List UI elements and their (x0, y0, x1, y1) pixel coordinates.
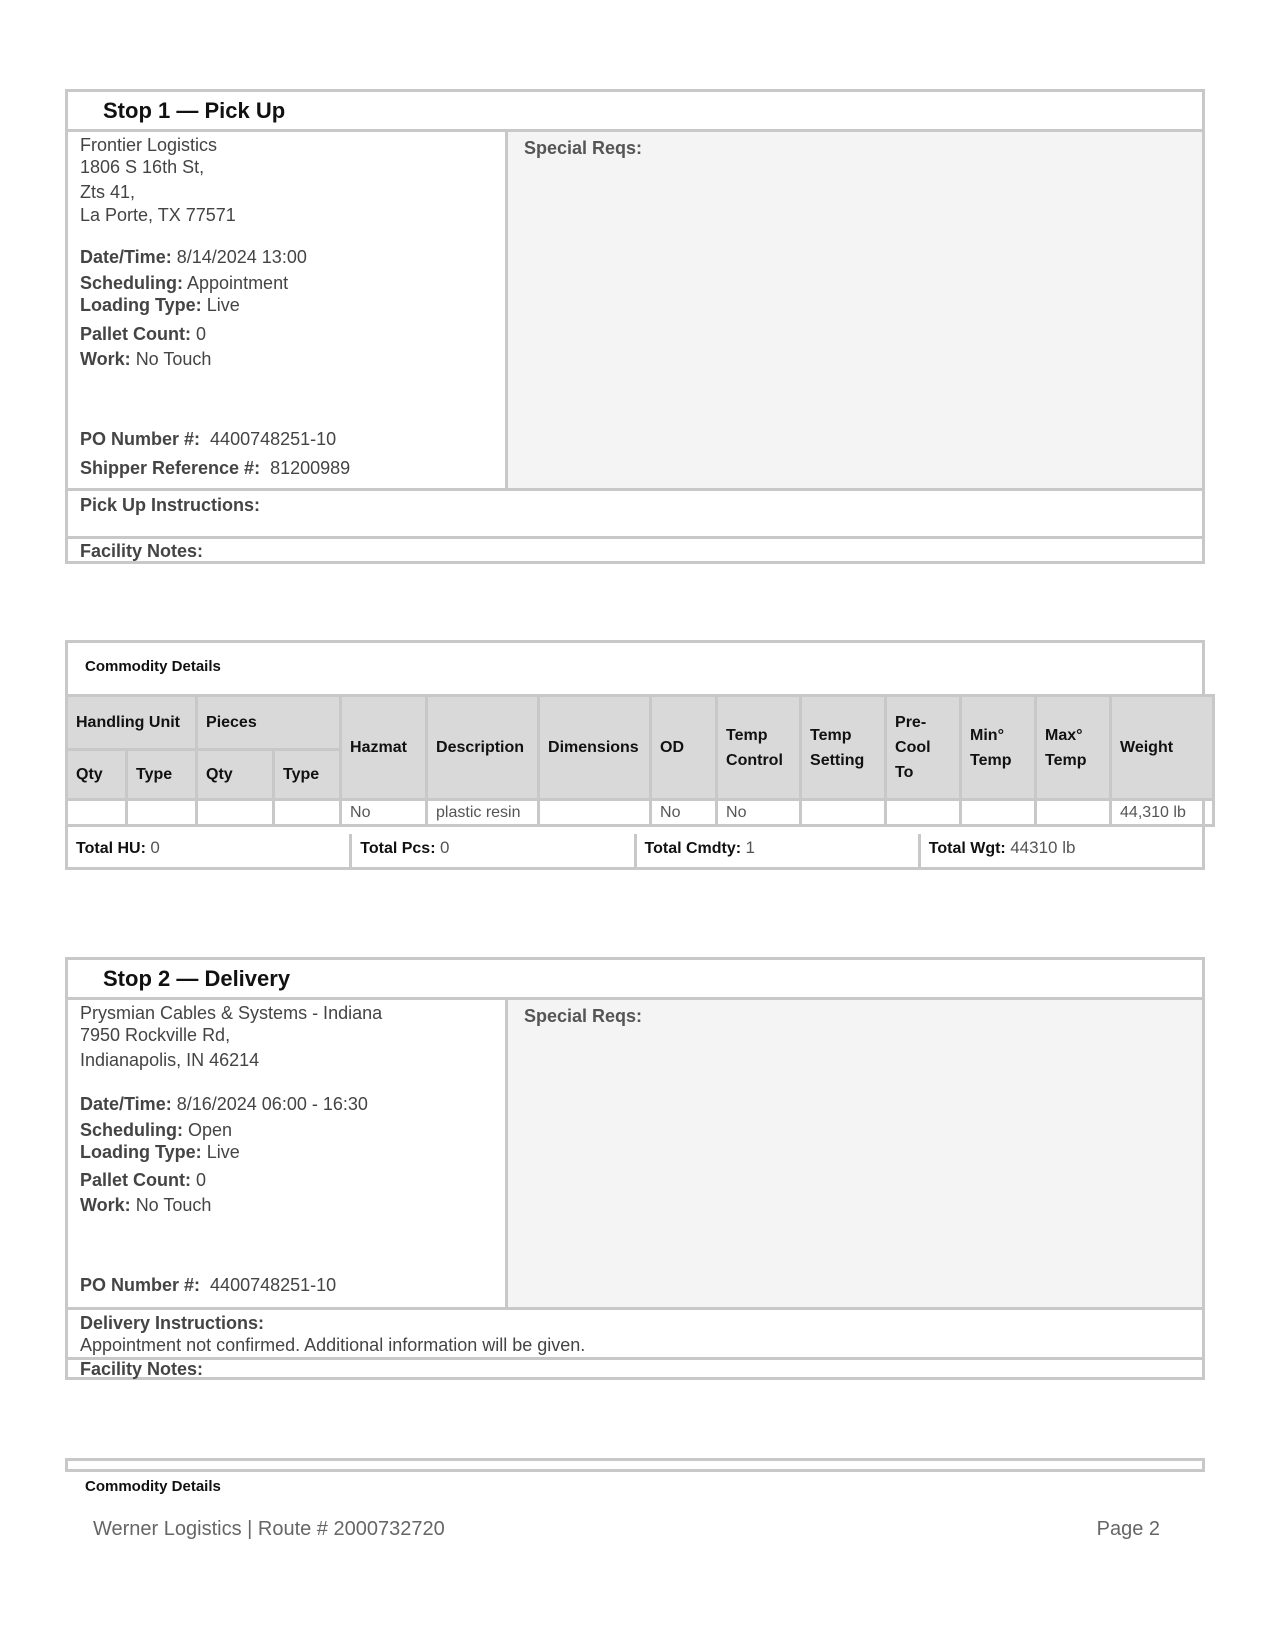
col-pc-qty: Qty (197, 750, 274, 800)
stop-2-address-line-3: Indianapolis, IN 46214 (80, 1050, 260, 1070)
cell-dimensions (539, 800, 651, 826)
stop-2-datetime: Date/Time: 8/16/2024 06:00 - 16:30 (80, 1094, 368, 1114)
cell-od: No (651, 800, 717, 826)
cell-description: plastic resin (427, 800, 539, 826)
stop-1-details (68, 132, 508, 488)
col-weight: Weight (1111, 696, 1214, 800)
stop-1-po-number: PO Number #: 4400748251-10 (80, 429, 337, 449)
commodity-details-panel-2 (65, 1458, 1205, 1472)
stop-1-address-line-4: La Porte, TX 77571 (80, 205, 236, 225)
delivery-instructions-text: Appointment not confirmed. Additional information will be given. (80, 1335, 586, 1355)
cell-hu-qty (67, 800, 127, 826)
cell-temp-setting (801, 800, 886, 826)
cell-hazmat: No (341, 800, 427, 826)
commodity-details-title: Commodity Details (85, 1478, 221, 1495)
facility-notes-label: Facility Notes: (80, 541, 204, 561)
col-od: OD (651, 696, 717, 800)
stop-1-address-line-1: Frontier Logistics (80, 135, 218, 155)
divider (68, 1357, 1202, 1360)
stop-1-address-line-3: Zts 41, (80, 182, 136, 202)
col-pc-type: Type (274, 750, 341, 800)
col-precool: Pre- Cool To (886, 696, 961, 800)
col-handling-unit: Handling Unit (67, 696, 197, 750)
pickup-instructions-label: Pick Up Instructions: (80, 495, 261, 515)
commodity-table (65, 694, 1215, 827)
stop-2-address-line-2: 7950 Rockville Rd, (80, 1025, 231, 1045)
col-hu-qty: Qty (67, 750, 127, 800)
footer-route: Werner Logistics | Route # 2000732720 (93, 1518, 445, 1540)
stop-2-po-number: PO Number #: 4400748251-10 (80, 1275, 337, 1295)
col-dimensions: Dimensions (539, 696, 651, 800)
table-row (67, 800, 1214, 826)
commodity-details-title: Commodity Details (85, 658, 221, 675)
stop-1-loading-type: Loading Type: Live (80, 295, 240, 315)
stop-1-work: Work: No Touch (80, 349, 212, 369)
special-reqs-label: Special Reqs: (524, 138, 643, 158)
footer-page-number: Page 2 (1096, 1518, 1160, 1540)
cell-temp-control: No (717, 800, 801, 826)
special-reqs-label: Special Reqs: (524, 1006, 643, 1026)
total-pcs: Total Pcs: 0 (352, 834, 636, 867)
cell-hu-type (127, 800, 197, 826)
cell-max-temp (1036, 800, 1111, 826)
col-hazmat: Hazmat (341, 696, 427, 800)
stop-2-special-reqs (508, 1000, 1202, 1307)
stop-1-datetime: Date/Time: 8/14/2024 13:00 (80, 247, 307, 267)
col-temp-control: Temp Control (717, 696, 801, 800)
stop-1-title: Stop 1 — Pick Up (68, 92, 1202, 132)
divider (68, 536, 1202, 539)
stop-1-special-reqs (508, 132, 1202, 488)
stop-2-address-line-1: Prysmian Cables & Systems - Indiana (80, 1003, 383, 1023)
facility-notes-label: Facility Notes: (80, 1359, 204, 1379)
divider (68, 488, 1202, 491)
col-min-temp: Min° Temp (961, 696, 1036, 800)
col-description: Description (427, 696, 539, 800)
stop-1-pallet-count: Pallet Count: 0 (80, 324, 207, 344)
commodity-details-panel-1 (65, 640, 1205, 870)
col-max-temp: Max° Temp (1036, 696, 1111, 800)
stop-1-panel (65, 89, 1205, 564)
cell-pc-type (274, 800, 341, 826)
total-hu: Total HU: 0 (68, 834, 352, 867)
stop-2-work: Work: No Touch (80, 1195, 212, 1215)
cell-weight: 44,310 lb (1111, 800, 1214, 826)
stop-2-loading-type: Loading Type: Live (80, 1142, 240, 1162)
total-wgt: Total Wgt: 44310 lb (928, 838, 1076, 857)
divider (68, 1307, 1202, 1310)
stop-2-scheduling: Scheduling: Open (80, 1120, 233, 1140)
cell-pc-qty (197, 800, 274, 826)
stop-2-details (68, 1000, 508, 1307)
commodity-totals (68, 834, 1202, 867)
stop-2-title: Stop 2 — Delivery (68, 960, 1202, 1000)
stop-1-scheduling: Scheduling: Appointment (80, 273, 289, 293)
total-cmdty: Total Cmdty: 1 (637, 834, 921, 867)
stop-1-shipper-reference: Shipper Reference #: 81200989 (80, 458, 351, 478)
col-hu-type: Type (127, 750, 197, 800)
cell-precool (886, 800, 961, 826)
stop-1-address-line-2: 1806 S 16th St, (80, 157, 205, 177)
stop-2-pallet-count: Pallet Count: 0 (80, 1170, 207, 1190)
col-pieces: Pieces (197, 696, 341, 750)
stop-2-panel (65, 957, 1205, 1380)
delivery-instructions-label: Delivery Instructions: (80, 1313, 265, 1333)
col-temp-setting: Temp Setting (801, 696, 886, 800)
cell-min-temp (961, 800, 1036, 826)
